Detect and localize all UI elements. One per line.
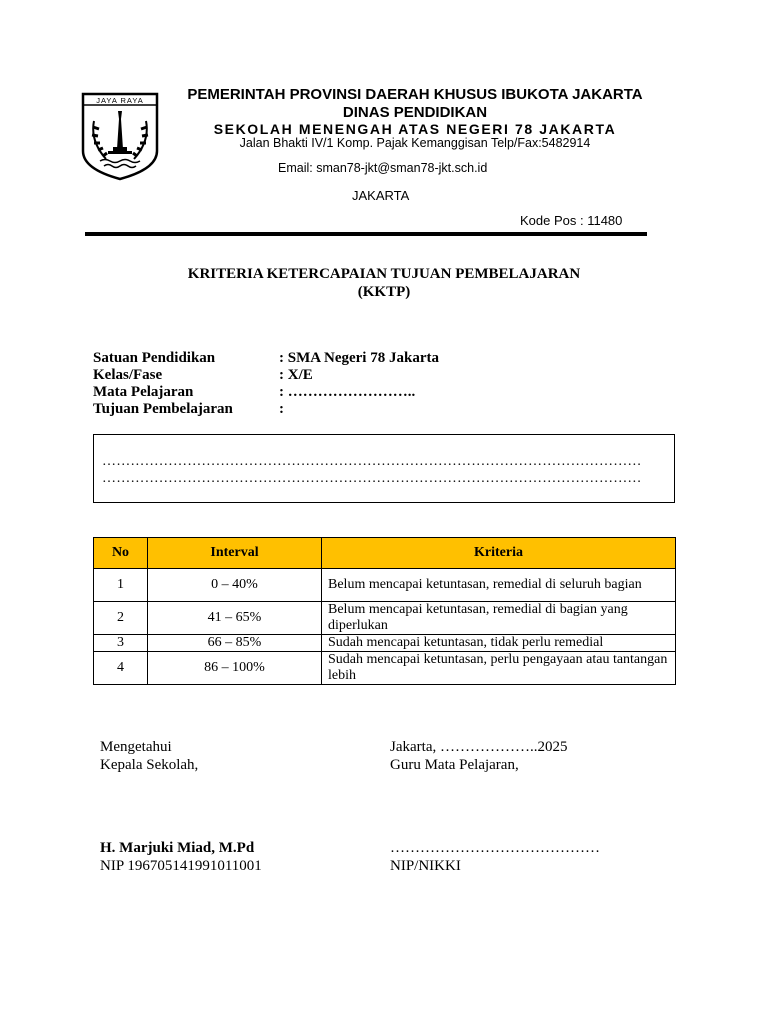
- header-kriteria: Kriteria: [322, 538, 676, 569]
- info-label: Mata Pelajaran: [93, 384, 194, 400]
- right-signature-block: [390, 738, 567, 774]
- table-row: [94, 635, 676, 652]
- cell-kriteria: Belum mencapai ketuntasan, remedial di seluruh bagian: [322, 569, 676, 602]
- table-row: [94, 652, 676, 685]
- info-label: Kelas/Fase: [93, 367, 163, 383]
- objective-line-1: ……………………………………………………………………………………………………: [102, 454, 642, 469]
- cell-interval: 0 – 40%: [148, 569, 322, 602]
- header-email: Email: sman78-jkt@sman78-jkt.sch.id: [278, 161, 488, 175]
- teacher-nip: NIP/NIKKI: [390, 858, 461, 874]
- header-interval: Interval: [148, 538, 322, 569]
- cell-kriteria: Sudah mencapai ketuntasan, tidak perlu remedial: [322, 635, 676, 652]
- cell-no: 3: [94, 635, 148, 652]
- cell-kriteria: Belum mencapai ketuntasan, remedial di bagian yang diperlukan: [322, 602, 676, 635]
- left-signature-block: [100, 738, 198, 774]
- header-school-name: SEKOLAH MENENGAH ATAS NEGERI 78 JAKARTA: [213, 121, 617, 137]
- logo-text: JAYA RAYA: [96, 96, 144, 105]
- teacher-title: Guru Mata Pelajaran,: [390, 757, 519, 773]
- right-signatory: [390, 839, 600, 875]
- left-signatory: [100, 839, 262, 875]
- principal-title: Kepala Sekolah,: [100, 757, 199, 773]
- place-date: Jakarta, ………………..2025: [390, 739, 568, 755]
- identity-info: [93, 350, 439, 418]
- criteria-table: [93, 537, 676, 685]
- header-address: Jalan Bhakti IV/1 Komp. Pajak Kemanggisan Telp/Fax:5482914: [239, 136, 591, 150]
- info-row: [93, 367, 439, 384]
- info-row: [93, 401, 439, 418]
- info-value: : ……………………..: [279, 384, 416, 400]
- info-row: [93, 384, 439, 401]
- header-postal-code: Kode Pos : 11480: [520, 213, 623, 228]
- cell-interval: 86 – 100%: [148, 652, 322, 685]
- header-no: No: [94, 538, 148, 569]
- acknowledge-label: Mengetahui: [100, 739, 172, 755]
- info-label: Satuan Pendidikan: [93, 350, 216, 366]
- info-value: :: [279, 401, 284, 417]
- cell-no: 4: [94, 652, 148, 685]
- objective-line-2: ……………………………………………………………………………………………………: [102, 471, 642, 486]
- document-subtitle: (KKTP): [357, 284, 411, 300]
- cell-kriteria: Sudah mencapai ketuntasan, perlu pengayaan atau tantangan lebih: [322, 652, 676, 685]
- principal-nip: NIP 196705141991011001: [100, 858, 262, 874]
- cell-no: 1: [94, 569, 148, 602]
- info-value: : SMA Negeri 78 Jakarta: [279, 350, 439, 366]
- document-title: KRITERIA KETERCAPAIAN TUJUAN PEMBELAJARAN: [187, 266, 581, 282]
- learning-objective-box: [93, 434, 675, 503]
- cell-no: 2: [94, 602, 148, 635]
- table-row: [94, 602, 676, 635]
- teacher-name-blank: ……………………………………: [390, 840, 600, 856]
- header-divider: [85, 232, 647, 236]
- info-label: Tujuan Pembelajaran: [93, 401, 233, 417]
- table-header-row: [94, 538, 676, 569]
- cell-interval: 66 – 85%: [148, 635, 322, 652]
- header-gov-name: PEMERINTAH PROVINSI DAERAH KHUSUS IBUKOTA JAKARTA: [187, 86, 643, 103]
- cell-interval: 41 – 65%: [148, 602, 322, 635]
- header-city: JAKARTA: [352, 188, 410, 203]
- table-row: [94, 569, 676, 602]
- info-row: [93, 350, 439, 367]
- header-dept-name: DINAS PENDIDIKAN: [342, 104, 488, 121]
- info-value: : X/E: [279, 367, 313, 383]
- principal-name: H. Marjuki Miad, M.Pd: [100, 840, 255, 856]
